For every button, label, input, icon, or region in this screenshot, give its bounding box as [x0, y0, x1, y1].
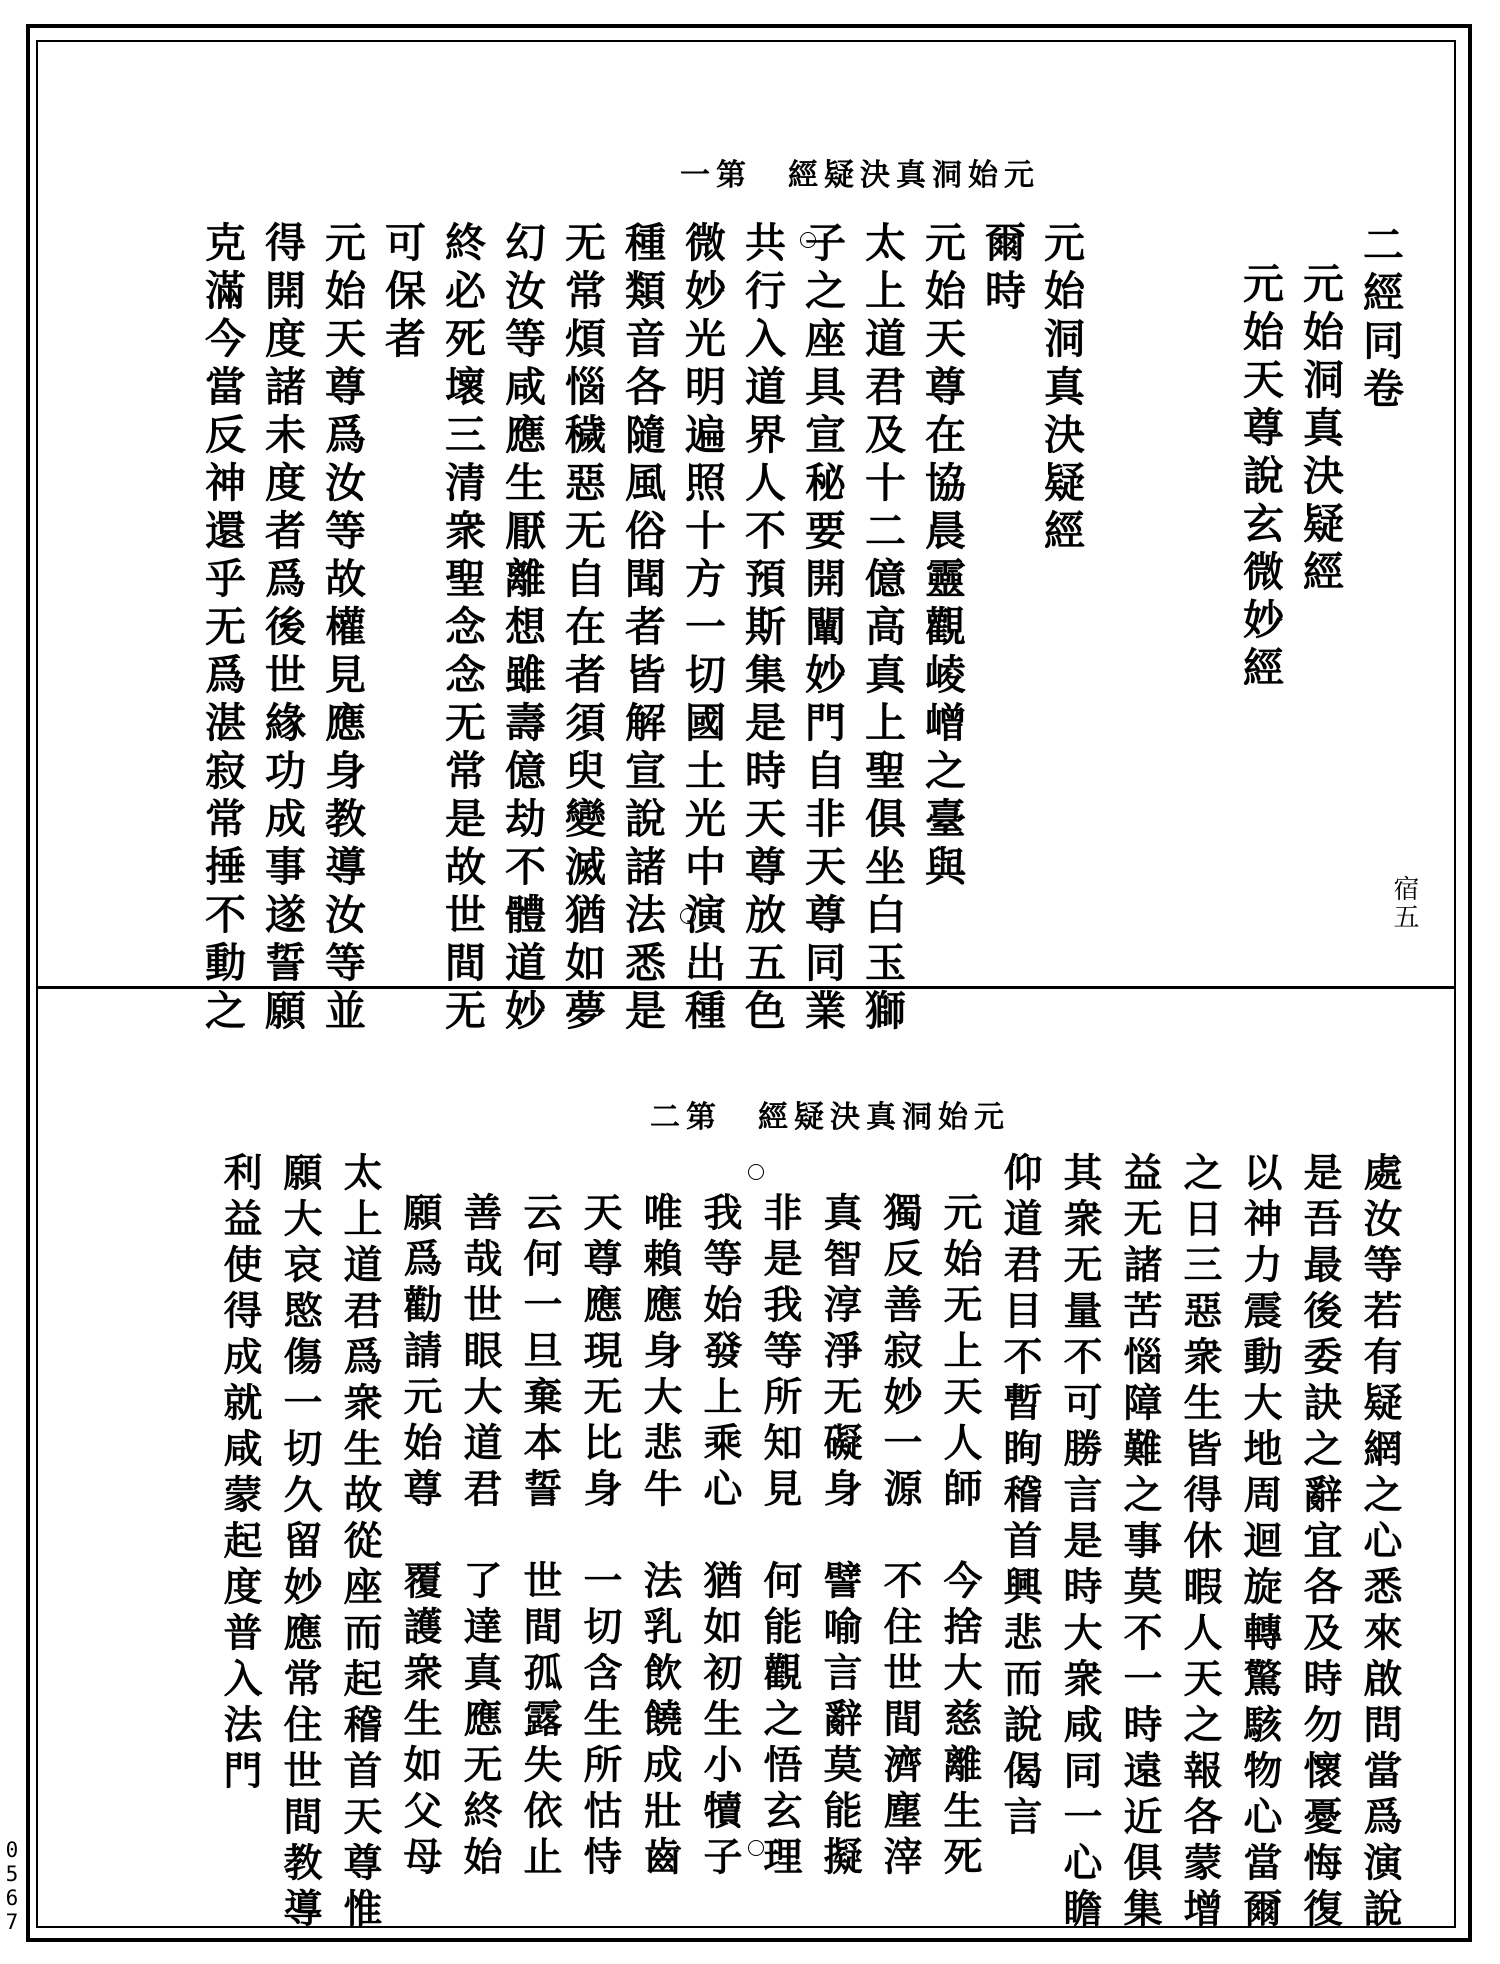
bottom-column: 善哉世眼大道君 了達真應无終始	[457, 1192, 503, 1882]
top-column: 可保者	[378, 221, 426, 365]
bottom-column: 我等始發上乘心 猶如初生小犢子	[697, 1192, 743, 1882]
bottom-column: 願大哀愍傷一切久留妙應常住世間教導	[277, 1152, 323, 1934]
bottom-column: 願爲勸請元始尊 覆護衆生如父母	[397, 1192, 443, 1882]
bottom-column: 以神力震動大地周迴旋轉驚駭物心當爾	[1237, 1152, 1283, 1934]
top-column: 種類音各隨風俗聞者皆解宣說諸法悉是	[618, 221, 666, 1037]
punctuation-circle	[748, 1840, 764, 1856]
bottom-column: 云何一旦棄本誓 世間孤露失依止	[517, 1192, 563, 1882]
bottom-page-header: 二第 經疑決真洞始元	[650, 1100, 1010, 1135]
top-column: 无常煩惱穢惡无自在者須臾變滅猶如夢	[558, 221, 606, 1037]
top-column: 微妙光明遍照十方一切國土光中演出種	[678, 221, 726, 1037]
bottom-column: 太上道君爲衆生故從座而起稽首天尊惟	[337, 1152, 383, 1934]
page-number-digit: 7	[5, 1910, 19, 1934]
bottom-column: 其衆无量不可勝言是時大衆咸同一心瞻	[1057, 1152, 1103, 1934]
bottom-column: 益无諸苦惱障難之事莫不一時遠近俱集	[1117, 1152, 1163, 1934]
bottom-column: 仰道君目不暫眴稽首興悲而說偈言	[997, 1152, 1043, 1842]
top-page-header: 一第 經疑決真洞始元	[680, 158, 1040, 193]
bottom-column: 非是我等所知見 何能觀之悟玄理	[757, 1192, 803, 1882]
top-column: 元始洞真決疑經	[1037, 221, 1085, 557]
page-number-digit: 0	[5, 1838, 19, 1862]
top-column: 元始天尊說玄微妙經	[1236, 262, 1284, 694]
top-column: 元始天尊在協晨靈觀崚嶒之臺與	[918, 221, 966, 893]
top-column: 爾時	[978, 221, 1026, 317]
bottom-column: 是吾最後委訣之辭宜各及時勿懷憂悔復	[1297, 1152, 1343, 1934]
punctuation-circle	[748, 1164, 764, 1180]
top-column: 克滿今當反神還乎无爲湛寂常捶不動之	[198, 221, 246, 1037]
punctuation-circle	[800, 232, 816, 248]
top-column: 元始洞真決疑經	[1296, 262, 1344, 598]
top-column: 元始天尊爲汝等故權見應身教導汝等並	[318, 221, 366, 1037]
bottom-column: 天尊應現无比身 一切含生所怙恃	[577, 1192, 623, 1882]
page-number	[2, 1838, 22, 1934]
bottom-column: 唯賴應身大悲牛 法乳飲饒成壯齒	[637, 1192, 683, 1882]
top-column: 終必死壞三清衆聖念念无常是故世間无	[438, 221, 486, 1037]
page-number-digit: 5	[5, 1862, 19, 1886]
top-column: 共行入道界人不預斯集是時天尊放五色	[738, 221, 786, 1037]
bottom-column: 獨反善寂妙一源 不住世間濟塵滓	[877, 1192, 923, 1882]
bottom-column: 元始无上天人師 今捨大慈離生死	[937, 1192, 983, 1882]
top-column: 得開度諸未度者爲後世緣功成事遂誓願	[258, 221, 306, 1037]
top-column: 二經同卷	[1356, 223, 1404, 415]
bottom-column: 處汝等若有疑網之心悉來啟問當爲演說	[1357, 1152, 1403, 1934]
top-column: 太上道君及十二億高真上聖俱坐白玉獅	[858, 221, 906, 1037]
top-column: 幻汝等咸應生厭離想雖壽億劫不體道妙	[498, 221, 546, 1037]
bottom-column: 之日三惡衆生皆得休暇人天之報各蒙增	[1177, 1152, 1223, 1934]
page-number-digit: 6	[5, 1886, 19, 1910]
bottom-column: 利益使得成就咸蒙起度普入法門	[217, 1152, 263, 1796]
punctuation-circle	[680, 908, 696, 924]
bottom-column: 真智淳淨无礙身 譬喻言辭莫能擬	[817, 1192, 863, 1882]
top-column: 子之座具宣秘要開闡妙門自非天尊同業	[798, 221, 846, 1037]
top-page-mark: 宿五	[1389, 875, 1419, 931]
